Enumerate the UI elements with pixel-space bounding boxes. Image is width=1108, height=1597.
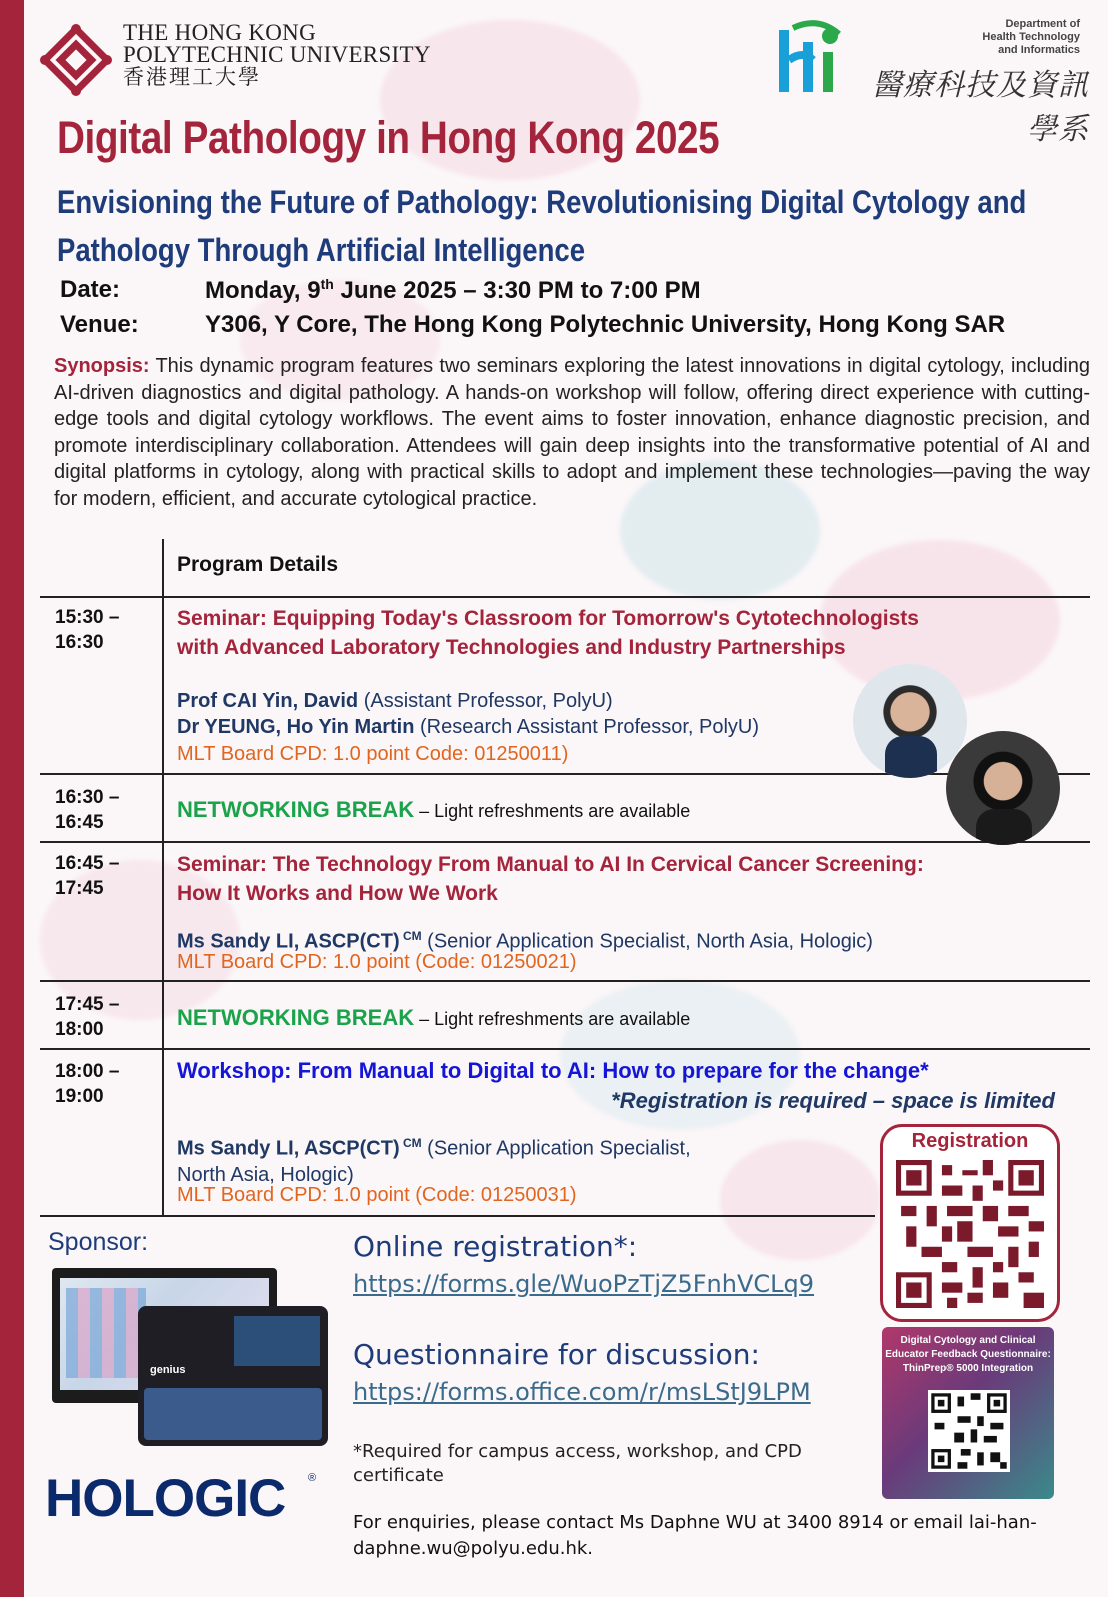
date-value-post: June 2025 – 3:30 PM to 7:00 PM <box>333 277 701 304</box>
workshop-note: *Registration is required – space is limited <box>611 1088 1055 1113</box>
venue-label: Venue: <box>60 311 139 338</box>
speaker-suit <box>976 809 1032 845</box>
speaker-suit <box>885 736 937 778</box>
date-value-sup: th <box>320 276 334 292</box>
requirement-note: *Required for campus access, workshop, and CPD certificate <box>353 1441 802 1486</box>
speaker-name: Dr YEUNG, Ho Yin Martin <box>177 716 415 738</box>
program-heading: Program Details <box>177 553 339 576</box>
department-line3: and Informatics <box>998 44 1080 56</box>
time-start: 16:30 – <box>55 787 120 808</box>
table-rule <box>40 596 1090 598</box>
networking-break <box>177 797 690 823</box>
networking-break <box>177 1005 690 1031</box>
sponsor-device <box>138 1306 328 1446</box>
hologic-logo: HOLOGIC <box>45 1469 286 1528</box>
speaker-role: (Senior Application Specialist, North Asia, Hologic) <box>421 930 873 953</box>
questionnaire-label: Questionnaire for discussion: <box>353 1338 760 1371</box>
break-label: NETWORKING BREAK <box>177 797 415 822</box>
time-end: 17:45 <box>55 878 104 899</box>
screen-tiles <box>66 1288 146 1378</box>
event-subtitle: Envisioning the Future of Pathology: Revolutionising Digital Cytology and Pathology Through Artificial Intelligence <box>57 184 1027 268</box>
time-start: 18:00 – <box>55 1061 120 1082</box>
date-value-pre: Monday, 9 <box>205 277 321 304</box>
workshop-cpd: MLT Board CPD: 1.0 point (Code: 01250031) <box>177 1184 577 1206</box>
table-rule <box>40 841 1090 843</box>
speaker-name: Ms Sandy LI, ASCP(CT) <box>177 930 400 953</box>
department-line1: Department of <box>1005 18 1080 30</box>
seminar-2-cpd: MLT Board CPD: 1.0 point (Code: 01250021) <box>177 951 577 973</box>
seminar-2-title-line2: How It Works and How We Work <box>177 882 498 905</box>
seminar-2-title-line1: Seminar: The Technology From Manual to AI In Cervical Cancer Screening: <box>177 853 924 876</box>
speaker-role: (Senior Application Specialist, <box>421 1137 691 1160</box>
speaker-role: (Research Assistant Professor, PolyU) <box>414 716 760 738</box>
time-end: 18:00 <box>55 1019 104 1040</box>
time-end: 16:30 <box>55 632 104 653</box>
speaker-role-line2: North Asia, Hologic) <box>177 1163 354 1186</box>
department-name-en <box>900 18 1080 57</box>
card-line2: Educator Feedback Questionnaire: <box>885 1349 1051 1360</box>
time-end: 16:45 <box>55 812 104 833</box>
synopsis <box>54 353 1090 512</box>
date-label: Date: <box>60 276 121 303</box>
time-slot <box>55 992 155 1042</box>
device-base <box>144 1388 322 1440</box>
questionnaire-link[interactable]: https://forms.office.com/r/msLStJ9LPM <box>353 1378 811 1406</box>
device-screen <box>234 1316 320 1366</box>
card-line1: Digital Cytology and Clinical <box>900 1335 1036 1346</box>
table-divider <box>162 539 164 1217</box>
time-start: 15:30 – <box>55 607 120 628</box>
time-end: 19:00 <box>55 1086 104 1107</box>
registration-title: Registration <box>911 1130 1029 1152</box>
event-title: Digital Pathology in Hong Kong 2025 <box>57 112 720 163</box>
synopsis-label: Synopsis: <box>54 355 150 377</box>
questionnaire-qr-code[interactable] <box>928 1390 1010 1472</box>
online-registration-label: Online registration*: <box>353 1230 638 1263</box>
seminar-1-title <box>177 604 919 662</box>
university-name-line2: POLYTECHNIC UNIVERSITY <box>123 42 431 67</box>
hologic-registered-mark: ® <box>308 1472 317 1484</box>
accent-bar <box>0 0 24 1597</box>
speaker-name: Ms Sandy LI, ASCP(CT) <box>177 1137 400 1160</box>
registration-qr-code[interactable] <box>896 1160 1044 1308</box>
table-rule <box>40 980 1090 982</box>
sponsor-label: Sponsor: <box>48 1228 149 1256</box>
break-detail: – Light refreshments are available <box>414 1009 691 1029</box>
speaker-credential: CM <box>399 1136 422 1150</box>
card-line3: ThinPrep® 5000 Integration <box>902 1363 1034 1374</box>
time-slot <box>55 785 155 835</box>
university-name-zh: 香港理工大學 <box>123 65 261 89</box>
department-name-zh: 醫療科技及資訊學系 <box>872 69 1089 146</box>
hti-logo-icon <box>773 20 843 100</box>
questionnaire-card-text <box>884 1334 1052 1376</box>
seminar-1-title-line1: Seminar: Equipping Today's Classroom for Tomorrow's Cytotechnologists <box>177 607 919 630</box>
seminar-1-title-line2: with Advanced Laboratory Technologies and Industry Partnerships <box>177 636 846 659</box>
seminar-1-cpd: MLT Board CPD: 1.0 point Code: 01250011) <box>177 743 569 765</box>
university-name <box>123 22 431 88</box>
speaker-photo <box>853 664 967 778</box>
seminar-2-speaker <box>177 923 873 955</box>
speaker-name: Prof CAI Yin, David <box>177 690 359 712</box>
time-slot <box>55 851 155 901</box>
speaker-photo <box>946 731 1060 845</box>
speaker-role: (Assistant Professor, PolyU) <box>358 690 613 712</box>
time-slot <box>55 605 155 655</box>
break-label: NETWORKING BREAK <box>177 1005 415 1030</box>
synopsis-text: This dynamic program features two seminars exploring the latest innovations in digital cytology, including AI-driven diagnostics and digital pathology. A hands-on workshop will follow, offering direct experience with cutting-edge tools and digital cytology workflows. The event aims to foster innovation, enhance diagnostic precision, and promote interdisciplinary collaboration. Attendees will gain deep insights into the transformative potential of AI and digital platforms in cytology, along with practical skills to adopt and implement these technologies—paving the way for modern, efficient, and accurate cytological practice. <box>54 355 1090 510</box>
department-line2: Health Technology <box>982 31 1080 43</box>
time-start: 17:45 – <box>55 994 120 1015</box>
polyu-logo-icon <box>40 24 112 96</box>
time-start: 16:45 – <box>55 853 120 874</box>
seminar-2-title <box>177 850 924 908</box>
university-name-line1: THE HONG KONG <box>123 20 316 45</box>
table-rule <box>40 1215 875 1217</box>
table-rule <box>40 1048 1090 1050</box>
workshop-title: Workshop: From Manual to Digital to AI: How to prepare for the change* <box>177 1058 929 1083</box>
device-label: genius <box>150 1364 186 1376</box>
background-cell <box>720 1140 880 1260</box>
venue-value: Y306, Y Core, The Hong Kong Polytechnic University, Hong Kong SAR <box>205 311 1006 338</box>
time-slot <box>55 1059 155 1109</box>
seminar-1-speakers <box>177 688 759 740</box>
date-value <box>205 276 701 305</box>
speaker-credential: CM <box>399 929 422 943</box>
enquiry-text: For enquiries, please contact Ms Daphne WU at 3400 8914 or email lai-han-daphne.wu@polyu.edu.hk. <box>353 1512 1037 1559</box>
online-registration-link[interactable]: https://forms.gle/WuoPzTjZ5FnhVCLq9 <box>353 1270 815 1298</box>
break-detail: – Light refreshments are available <box>414 801 691 821</box>
workshop-speaker <box>177 1130 691 1188</box>
